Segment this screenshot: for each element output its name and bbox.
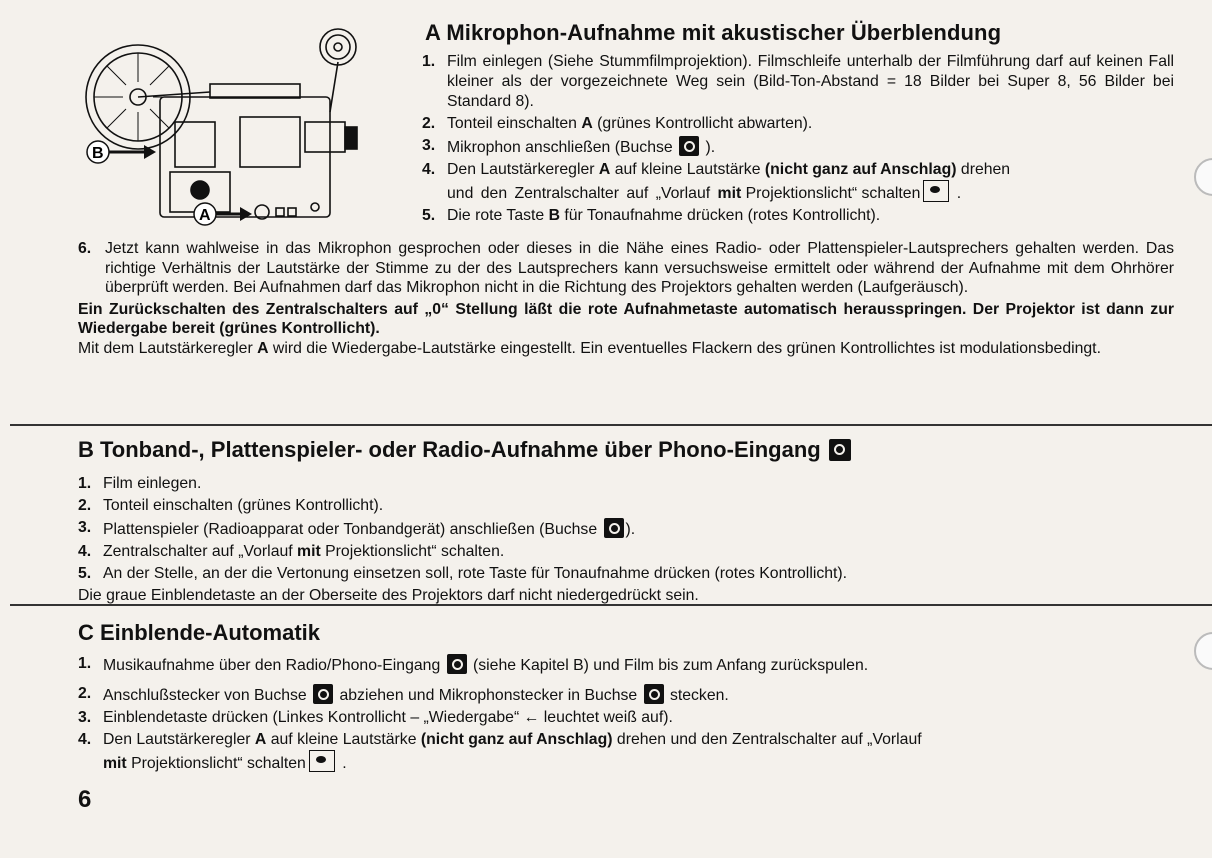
item-number: 3. (78, 709, 92, 726)
item-text-bold: A (581, 115, 593, 132)
projection-light-icon (309, 750, 335, 772)
item-text: (siehe Kapitel B) und Film bis zum Anfang zurückspulen. (468, 657, 869, 674)
list-item (422, 52, 1174, 112)
projection-light-icon (923, 180, 949, 202)
section-b-note: Die graue Einblendetaste an der Oberseite des Projektors darf nicht niedergedrückt sein. (78, 587, 699, 604)
item-text: (grünes Kontrollicht abwarten). (592, 115, 813, 132)
item-text-bold: mit (103, 755, 127, 772)
item-number: 2. (78, 685, 92, 702)
list-item (78, 684, 1178, 706)
item-text: ). (625, 521, 636, 538)
bold-note: Ein Zurückschalten des Zentralschalters auf „0“ Stellung läßt die rote Aufnahmetaste automatisch herausspringen. Der Projektor ist dann zur Wiedergabe bereit (grünes Kontrollicht). (78, 300, 1174, 337)
item-text: Projektionslicht“ schalten. (320, 543, 505, 560)
binder-hole (1194, 632, 1212, 670)
item-text-bold: (nicht ganz auf Anschlag) (764, 161, 957, 178)
item-number: 1. (422, 53, 436, 70)
item-number: 4. (422, 161, 436, 178)
item-text: Den Lautstärkeregler (103, 731, 255, 748)
list-item (422, 160, 1174, 204)
phono-socket-icon (604, 518, 624, 538)
item-text-bold: mit (297, 543, 321, 560)
item-number: 6. (78, 240, 92, 257)
label-b: B (92, 145, 104, 162)
item-text: Die rote Taste (447, 207, 549, 224)
item-text: für Tonaufnahme drücken (rotes Kontrollicht). (559, 207, 881, 224)
phono-socket-icon (447, 654, 467, 674)
phono-socket-icon (313, 684, 333, 704)
list-item (78, 518, 1178, 540)
item-text: Den Lautstärkeregler (447, 161, 599, 178)
item-text: Einblendetaste drücken (Linkes Kontrollicht – „Wiedergabe“ ← leuchtet weiß auf). (103, 709, 673, 726)
section-b-title (78, 437, 853, 463)
item-text: . (952, 185, 962, 202)
note-text-bold: A (257, 339, 269, 357)
item-text: abziehen und Mikrophonstecker in Buchse (335, 687, 642, 704)
microphone-socket-icon (644, 684, 664, 704)
list-item (78, 542, 1178, 562)
item-text-bold: (nicht ganz auf Anschlag) (420, 731, 613, 748)
item-number: 5. (422, 207, 436, 224)
page-number: 6 (78, 786, 92, 813)
item-text: Projektionslicht“ schalten (741, 185, 921, 202)
item-text-bold: mit (717, 185, 742, 202)
item-text: An der Stelle, an der die Vertonung einsetzen soll, rote Taste für Tonaufnahme drücken (rotes Kontrollicht). (103, 565, 848, 582)
item-text: Jetzt kann wahlweise in das Mikrophon gesprochen oder dieses in die Nähe eines Radio- oder Plattenspieler-Lautsprechers gehalten werden. Das richtige Verhältnis der Lautstärke der Stimme zu der des Lautsprechers kann versuchsweise ermittelt oder während der Aufnahme mit dem Ohrhörer überprüft werden. Bei Aufnahmen darf das Mikrophon nicht in die Richtung des Projektors gehalten werden (Laufgeräusch). (105, 240, 1174, 296)
note-text: Mit dem Lautstärkeregler (78, 339, 258, 357)
section-b-list (78, 474, 1178, 606)
label-a-marker (194, 203, 252, 225)
list-item (78, 654, 1178, 676)
item-text: Film einlegen (Siehe Stummfilmprojektion). Filmschleife unterhalb der Filmführung darf auf keinen Fall kleiner als der vorgezeichnete Weg sein (Bild-Ton-Abstand = 18 Bilder bei Super 8, 56 Bilder bei Standard 8). (447, 53, 1174, 110)
list-item (78, 564, 1178, 584)
section-c-title: C Einblende-Automatik (78, 620, 321, 645)
item-text: und den Zentralschalter auf „Vorlauf (447, 185, 718, 202)
phono-socket-icon (829, 439, 851, 461)
note-text: wird die Wiedergabe-Lautstärke eingestellt. Ein eventuelles Flackern des grünen Kontrollichtes ist modulationsbedingt. (268, 339, 1101, 357)
list-item (422, 114, 1174, 134)
item-text: drehen (956, 161, 1011, 178)
list-item (78, 239, 1174, 298)
item-text-bold: A (254, 731, 267, 748)
volume-note (78, 339, 1174, 359)
item-text: Anschlußstecker von Buchse (103, 687, 312, 704)
item-number: 3. (422, 137, 436, 154)
microphone-socket-icon (679, 136, 699, 156)
item-text: Zentralschalter auf „Vorlauf (103, 543, 298, 560)
list-item (78, 496, 1178, 516)
projector-body (160, 97, 330, 217)
item-text: auf kleine Lautstärke (266, 731, 421, 748)
item-text: auf kleine Lautstärke (610, 161, 765, 178)
projector-illustration (80, 22, 380, 232)
label-a: A (199, 207, 211, 224)
section-divider (10, 604, 1212, 606)
item-text: . (337, 755, 347, 772)
item-number: 2. (422, 115, 436, 132)
item-number: 1. (78, 475, 92, 492)
item-text: Musikaufnahme über den Radio/Phono-Eingang (103, 657, 445, 674)
item-text: drehen und den Zentralschalter auf „Vorlauf (612, 731, 922, 748)
section-c-list (78, 654, 1178, 778)
section-a-continued (78, 239, 1174, 358)
item-number: 5. (78, 565, 92, 582)
item-number: 4. (78, 731, 92, 748)
item-text: Tonteil einschalten (447, 115, 582, 132)
item-text: Mikrophon anschließen (Buchse (447, 139, 678, 156)
list-item (78, 730, 1178, 776)
section-a-title: A Mikrophon-Aufnahme mit akustischer Überblendung (425, 20, 1002, 45)
section-b-title-text: B Tonband-, Plattenspieler- oder Radio-Aufnahme über Phono-Eingang (78, 437, 821, 462)
item-text: Film einlegen. (103, 475, 202, 492)
item-text: Projektionslicht“ schalten (126, 755, 306, 772)
list-item (78, 708, 1178, 728)
item-number: 4. (78, 543, 92, 560)
item-text: Plattenspieler (Radioapparat oder Tonbandgerät) anschließen (Buchse (103, 521, 602, 538)
list-item (78, 474, 1178, 494)
item-text: ). (701, 139, 716, 156)
item-text-bold: A (598, 161, 611, 178)
item-text: stecken. (665, 687, 729, 704)
item-number: 3. (78, 519, 92, 536)
section-divider (10, 424, 1212, 426)
binder-hole (1194, 158, 1212, 196)
item-number: 2. (78, 497, 92, 514)
item-number: 1. (78, 655, 92, 672)
label-b-marker (87, 141, 156, 163)
section-a-list (422, 52, 1174, 228)
item-text: Tonteil einschalten (grünes Kontrollicht). (103, 497, 384, 514)
list-item (422, 206, 1174, 226)
list-item (422, 136, 1174, 158)
item-text-bold: B (548, 207, 560, 224)
